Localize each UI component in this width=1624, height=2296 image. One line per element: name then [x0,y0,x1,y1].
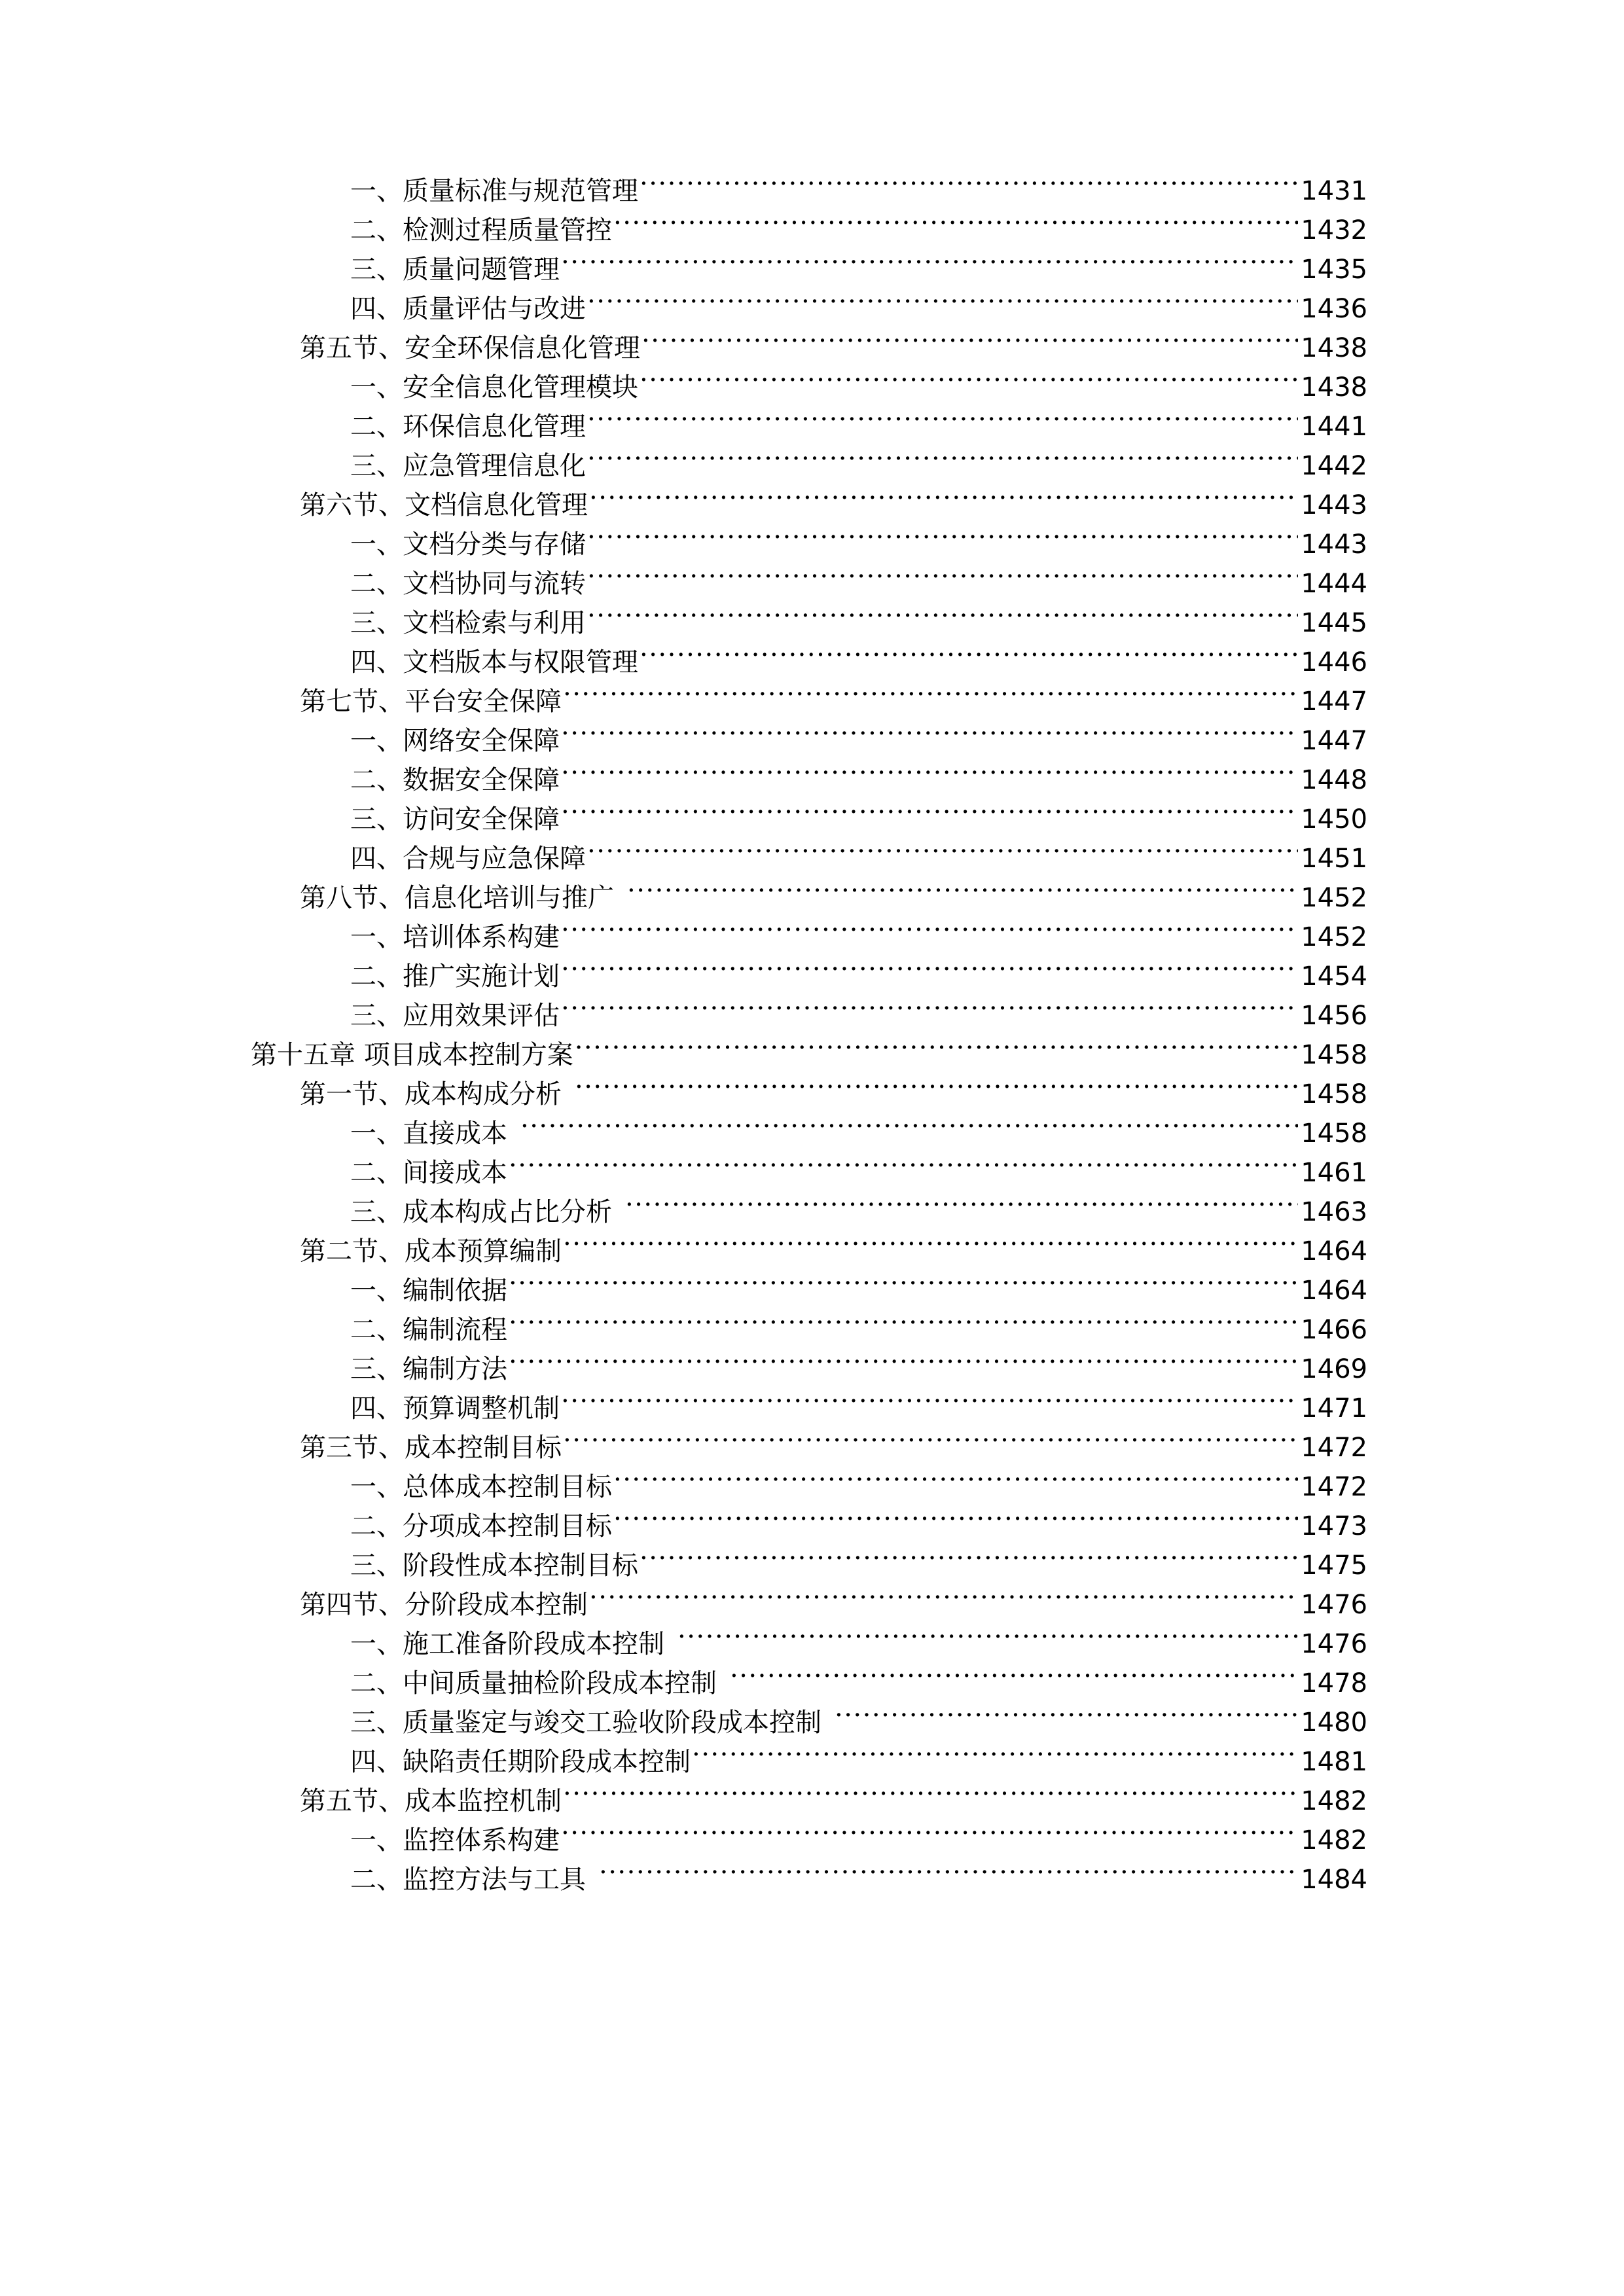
toc-entry-title: 三、文档检索与利用 [350,608,586,638]
toc-entry-title: 一、安全信息化管理模块 [350,372,638,403]
toc-entry-page-number: 1476 [1301,1629,1367,1659]
toc-entry[interactable] [0,1310,1624,1350]
toc-entry[interactable] [0,957,1624,996]
toc-entry-page-number: 1445 [1301,608,1367,638]
toc-entry-page-number: 1482 [1301,1825,1367,1856]
toc-entry[interactable] [0,1428,1624,1467]
toc-leader-dots [561,252,1298,278]
toc-leader-dots [587,566,1298,592]
toc-entry[interactable] [0,1742,1624,1782]
toc-entry[interactable] [0,1664,1624,1703]
toc-leader-dots [640,645,1298,671]
toc-entry-page-number: 1452 [1301,883,1367,913]
toc-entry[interactable] [0,1389,1624,1428]
toc-entry-page-number: 1450 [1301,804,1367,834]
toc-entry[interactable] [0,1232,1624,1271]
toc-leader-dots [730,1666,1298,1692]
toc-entry-page-number: 1447 [1301,687,1367,717]
toc-entry-page-number: 1463 [1301,1197,1367,1227]
toc-entry[interactable] [0,329,1624,368]
toc-entry[interactable] [0,1153,1624,1193]
toc-leader-dots [561,920,1298,946]
toc-entry-page-number: 1475 [1301,1551,1367,1581]
toc-entry-title: 第一节、成本构成分析 [300,1079,562,1109]
toc-entry-title: 三、阶段性成本控制目标 [350,1551,638,1581]
toc-entry-title: 第五节、安全环保信息化管理 [300,333,640,363]
toc-entry-title: 二、推广实施计划 [350,961,560,992]
toc-entry-page-number: 1472 [1301,1472,1367,1502]
toc-entry[interactable] [0,446,1624,486]
toc-entry[interactable] [0,564,1624,603]
toc-entry-title: 三、应用效果评估 [350,1001,560,1031]
toc-entry-title: 第四节、分阶段成本控制 [300,1590,588,1620]
toc-leader-dots [520,1116,1298,1142]
toc-entry-page-number: 1443 [1301,529,1367,560]
toc-leader-dots [640,173,1298,200]
toc-entry-page-number: 1458 [1301,1119,1367,1149]
toc-entry-title: 四、缺陷责任期阶段成本控制 [350,1747,691,1777]
toc-leader-dots [587,841,1298,867]
toc-entry-page-number: 1451 [1301,844,1367,874]
toc-entry-title: 一、质量标准与规范管理 [350,176,638,206]
toc-entry-title: 四、质量评估与改进 [350,294,586,324]
toc-entry-page-number: 1471 [1301,1393,1367,1424]
toc-entry[interactable] [0,407,1624,446]
toc-entry-title: 一、监控体系构建 [350,1825,560,1856]
toc-entry-title: 三、质量问题管理 [350,255,560,285]
toc-entry-page-number: 1464 [1301,1276,1367,1306]
toc-entry-title: 二、分项成本控制目标 [350,1511,612,1541]
toc-leader-dots [640,370,1298,396]
toc-entry-page-number: 1464 [1301,1236,1367,1266]
toc-entry[interactable] [0,643,1624,682]
toc-leader-dots [561,802,1298,828]
toc-entry[interactable] [0,1703,1624,1742]
toc-leader-dots [627,880,1298,906]
toc-entry-title: 第五节、成本监控机制 [300,1786,562,1816]
toc-entry-title: 二、监控方法与工具 [350,1865,586,1895]
toc-entry-title: 第二节、成本预算编制 [300,1236,562,1266]
toc-entry[interactable] [0,918,1624,957]
toc-entry[interactable] [0,1782,1624,1821]
toc-leader-dots [589,488,1298,514]
toc-leader-dots [561,762,1298,789]
toc-entry[interactable] [0,1114,1624,1153]
toc-entry[interactable] [0,1350,1624,1389]
toc-entry-page-number: 1442 [1301,451,1367,481]
toc-leader-dots [677,1626,1298,1653]
toc-entry-title: 四、文档版本与权限管理 [350,647,638,677]
toc-leader-dots [587,605,1298,632]
table-of-contents [0,171,1624,1899]
toc-entry-title: 二、环保信息化管理 [350,412,586,442]
toc-entry-title: 三、应急管理信息化 [350,451,586,481]
toc-entry-page-number: 1438 [1301,333,1367,363]
toc-entry[interactable] [0,368,1624,407]
toc-entry-page-number: 1454 [1301,961,1367,992]
toc-entry[interactable] [0,1271,1624,1310]
toc-entry-title: 二、中间质量抽检阶段成本控制 [350,1668,717,1698]
toc-entry-page-number: 1458 [1301,1040,1367,1070]
toc-entry[interactable] [0,1507,1624,1546]
toc-leader-dots [563,1234,1298,1260]
toc-entry[interactable] [0,996,1624,1035]
toc-entry-title: 三、质量鉴定与竣交工验收阶段成本控制 [350,1708,821,1738]
toc-entry-title: 二、数据安全保障 [350,765,560,795]
toc-entry-page-number: 1435 [1301,255,1367,285]
toc-leader-dots [589,1587,1298,1613]
toc-entry-title: 一、培训体系构建 [350,922,560,952]
toc-leader-dots [613,1469,1298,1496]
toc-entry-page-number: 1432 [1301,215,1367,245]
toc-entry-title: 一、文档分类与存储 [350,529,586,560]
toc-entry-title: 第七节、平台安全保障 [300,687,562,717]
toc-entry-page-number: 1458 [1301,1079,1367,1109]
toc-leader-dots [509,1155,1298,1181]
toc-leader-dots [587,409,1298,435]
toc-entry[interactable] [0,1624,1624,1664]
toc-entry[interactable] [0,1585,1624,1624]
toc-leader-dots [563,1784,1298,1810]
toc-entry-page-number: 1436 [1301,294,1367,324]
toc-leader-dots [563,1430,1298,1456]
toc-leader-dots [587,448,1298,475]
toc-entry-title: 三、成本构成占比分析 [350,1197,612,1227]
toc-entry-page-number: 1482 [1301,1786,1367,1816]
toc-leader-dots [599,1862,1298,1888]
toc-entry-page-number: 1441 [1301,412,1367,442]
toc-entry-title: 一、网络安全保障 [350,726,560,756]
toc-entry-title: 三、访问安全保障 [350,804,560,834]
toc-entry[interactable] [0,1075,1624,1114]
toc-entry-page-number: 1444 [1301,569,1367,599]
toc-entry-title: 二、检测过程质量管控 [350,215,612,245]
toc-leader-dots [587,291,1298,317]
toc-entry[interactable] [0,878,1624,918]
toc-entry-page-number: 1448 [1301,765,1367,795]
toc-entry[interactable] [0,761,1624,800]
toc-leader-dots [561,998,1298,1024]
toc-entry-title: 二、编制流程 [350,1315,507,1345]
toc-entry-page-number: 1438 [1301,372,1367,403]
toc-leader-dots [561,959,1298,985]
toc-entry-title: 第三节、成本控制目标 [300,1433,562,1463]
toc-leader-dots [509,1352,1298,1378]
toc-entry[interactable] [0,250,1624,289]
toc-leader-dots [575,1037,1298,1064]
toc-entry-page-number: 1484 [1301,1865,1367,1895]
toc-entry[interactable] [0,800,1624,839]
toc-leader-dots [641,331,1298,357]
toc-leader-dots [640,1548,1298,1574]
toc-entry-page-number: 1476 [1301,1590,1367,1620]
toc-leader-dots [625,1194,1298,1221]
toc-entry-title: 四、合规与应急保障 [350,844,586,874]
toc-leader-dots [561,723,1298,749]
toc-entry-title: 一、直接成本 [350,1119,507,1149]
toc-entry[interactable] [0,1193,1624,1232]
toc-entry[interactable] [0,171,1624,211]
toc-entry-title: 三、编制方法 [350,1354,507,1384]
toc-entry-page-number: 1447 [1301,726,1367,756]
toc-entry-title: 第十五章 项目成本控制方案 [251,1040,573,1070]
toc-entry[interactable] [0,525,1624,564]
toc-entry-page-number: 1473 [1301,1511,1367,1541]
toc-leader-dots [561,1823,1298,1849]
toc-leader-dots [613,213,1298,239]
toc-entry-title: 一、总体成本控制目标 [350,1472,612,1502]
toc-entry-page-number: 1452 [1301,922,1367,952]
toc-entry[interactable] [0,486,1624,525]
toc-entry[interactable] [0,1035,1624,1075]
toc-leader-dots [575,1077,1298,1103]
toc-entry[interactable] [0,839,1624,878]
toc-entry-page-number: 1456 [1301,1001,1367,1031]
toc-entry-page-number: 1446 [1301,647,1367,677]
toc-entry[interactable] [0,682,1624,721]
toc-entry-page-number: 1472 [1301,1433,1367,1463]
toc-entry[interactable] [0,721,1624,761]
toc-entry[interactable] [0,603,1624,643]
toc-entry[interactable] [0,211,1624,250]
toc-entry-title: 二、文档协同与流转 [350,569,586,599]
toc-entry-title: 一、编制依据 [350,1276,507,1306]
toc-entry-page-number: 1469 [1301,1354,1367,1384]
toc-entry-page-number: 1480 [1301,1708,1367,1738]
toc-leader-dots [692,1744,1298,1770]
toc-leader-dots [587,527,1298,553]
toc-leader-dots [561,1391,1298,1417]
toc-entry[interactable] [0,1546,1624,1585]
toc-entry-page-number: 1466 [1301,1315,1367,1345]
toc-leader-dots [509,1312,1298,1338]
toc-entry-page-number: 1461 [1301,1158,1367,1188]
toc-entry-page-number: 1443 [1301,490,1367,520]
toc-entry[interactable] [0,289,1624,329]
toc-entry[interactable] [0,1467,1624,1507]
toc-entry[interactable] [0,1860,1624,1899]
toc-entry-title: 一、施工准备阶段成本控制 [350,1629,664,1659]
toc-entry-page-number: 1478 [1301,1668,1367,1698]
toc-leader-dots [835,1705,1298,1731]
toc-leader-dots [563,684,1298,710]
toc-entry-page-number: 1481 [1301,1747,1367,1777]
toc-leader-dots [509,1273,1298,1299]
toc-entry-title: 第六节、文档信息化管理 [300,490,588,520]
toc-entry-title: 四、预算调整机制 [350,1393,560,1424]
toc-leader-dots [613,1509,1298,1535]
toc-entry-title: 第八节、信息化培训与推广 [300,883,614,913]
toc-entry[interactable] [0,1821,1624,1860]
toc-entry-page-number: 1431 [1301,176,1367,206]
toc-entry-title: 二、间接成本 [350,1158,507,1188]
